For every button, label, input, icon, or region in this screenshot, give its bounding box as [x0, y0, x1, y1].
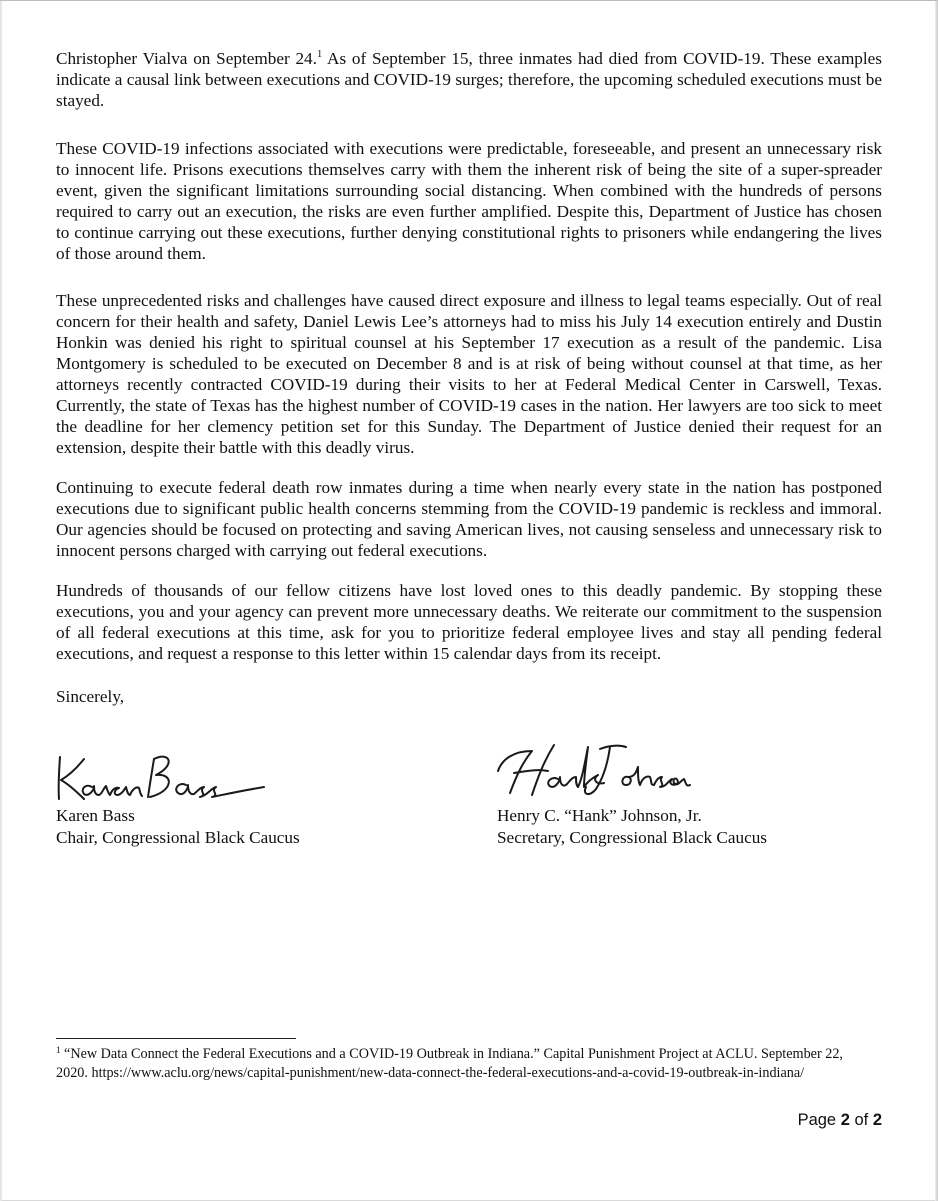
- page-left-edge: [0, 1, 2, 1201]
- hank-johnson-signature: [492, 737, 702, 803]
- footnote-divider: [56, 1038, 296, 1039]
- paragraph-3: These unprecedented risks and challenges have caused direct exposure and illness to legal teams especially. Out of real concern for their health and safety, Daniel Lewis Lee’s attorneys had to miss his July 14 execution entirely and Dustin Honkin was denied his right to spiritual counsel at his September 17 execution as a result of the pandemic. Lisa Montgomery is scheduled to be executed on December 8 and is at risk of being without counsel at that time, as her attorneys recently contracted COVID-19 during their visits to her at Federal Medical Center in Carswell, Texas. Currently, the state of Texas has the highest number of COVID-19 cases in the nation. Her lawyers are too sick to meet the deadline for her clemency petition set for this Sunday. The Department of Justice denied their request for an extension, despite their battle with this deadly virus.: [56, 291, 882, 457]
- signer-karen-bass: [56, 805, 300, 849]
- closing-salutation: Sincerely,: [56, 687, 125, 706]
- paragraph-1: [56, 48, 882, 111]
- signer-title: Chair, Congressional Black Caucus: [56, 828, 300, 847]
- paragraph-4: Continuing to execute federal death row inmates during a time when nearly every state in the nation has postponed executions due to significant public health concerns stemming from the COVID-19 pandemic is reckless and immoral. Our agencies should be focused on protecting and saving American lives, not causing senseless and unnecessary risk to innocent persons charged with carrying out federal executions.: [56, 478, 882, 560]
- signer-name: Karen Bass: [56, 806, 135, 825]
- signer-title: Secretary, Congressional Black Caucus: [497, 828, 767, 847]
- footnote-reference[interactable]: 1: [316, 49, 323, 60]
- paragraph-1-lead: Christopher Vialva on September 24.: [56, 49, 317, 68]
- page-number-total: 2: [872, 1111, 882, 1129]
- footnote-text: “New Data Connect the Federal Executions and a COVID-19 Outbreak in Indiana.” Capital Punishment Project at ACLU. September 22, 2020. https://www.aclu.org/news/capital-punishment/new-data-connect-the-federal-executions-and-a-covid-19-outbreak-in-indiana/: [56, 1046, 843, 1081]
- paragraph-1-rest: As of September 15, three inmates had died from COVID-19. These examples indicate a causal link between executions and COVID-19 surges; therefore, the upcoming scheduled executions must be stayed.: [56, 49, 882, 110]
- footnote-marker: 1: [56, 1045, 61, 1055]
- page-number: [798, 1111, 882, 1130]
- page-number-prefix: Page: [797, 1111, 841, 1129]
- karen-bass-signature: [50, 743, 270, 807]
- page-number-current: 2: [840, 1111, 850, 1129]
- footnote: [56, 1045, 856, 1083]
- paragraph-5: Hundreds of thousands of our fellow citizens have lost loved ones to this deadly pandemic. By stopping these executions, you and your agency can prevent more unnecessary deaths. We reiterate our commitment to the suspension of all federal executions at this time, ask for you to prioritize federal employee lives and stay all pending federal executions, and request a response to this letter within 15 calendar days from its receipt.: [56, 581, 882, 663]
- page-number-separator: of: [849, 1111, 873, 1129]
- signer-name: Henry C. “Hank” Johnson, Jr.: [497, 806, 702, 825]
- paragraph-2: These COVID-19 infections associated with executions were predictable, foreseeable, and present an unnecessary risk to innocent life. Prisons executions themselves carry with them the inherent risk of being the site of a super-spreader event, given the significant limitations surrounding social distancing. When combined with the hundreds of persons required to carry out an execution, the risks are even further amplified. Despite this, Department of Justice has chosen to continue carrying out these executions, further denying constitutional rights to prisoners while endangering the lives of those around them.: [56, 139, 882, 263]
- signer-hank-johnson: [497, 805, 767, 849]
